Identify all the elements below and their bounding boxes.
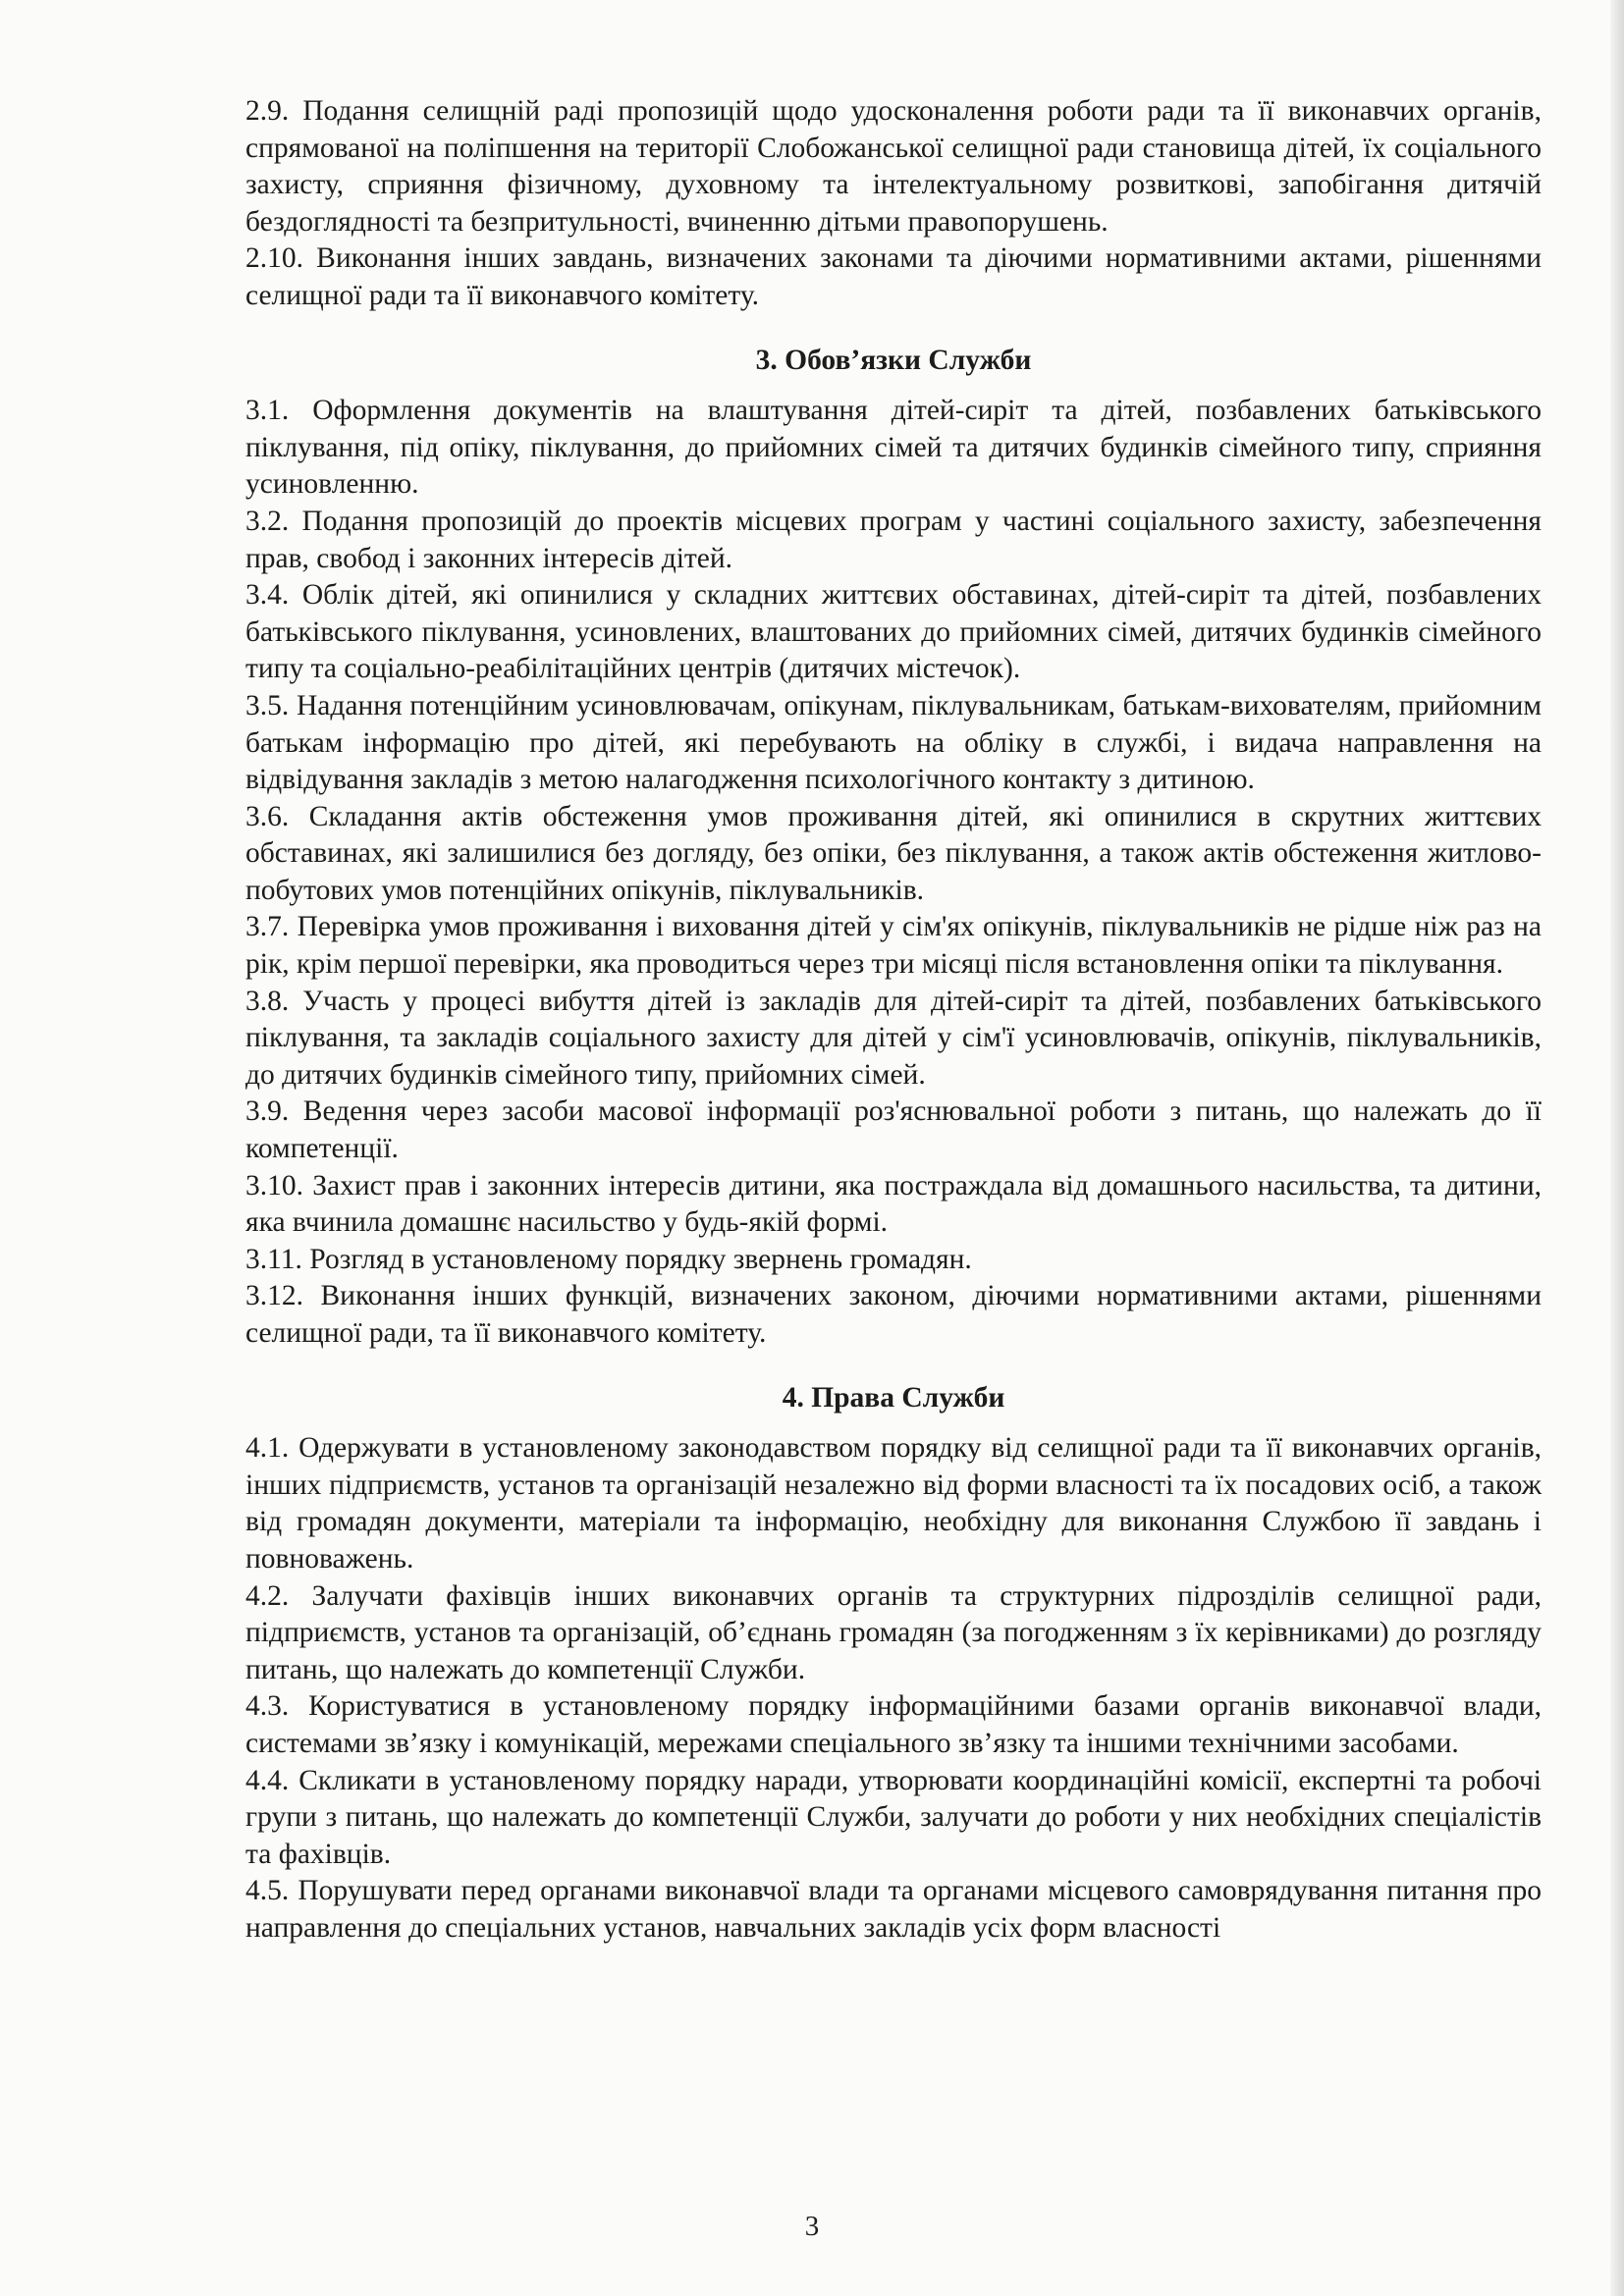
paragraph-4-5: 4.5. Порушувати перед органами виконавчої влади та органами місцевого самоврядування питання про направлення до спеціальних установ, навчальних закладів усіх форм власності bbox=[245, 1875, 1542, 1944]
paragraph-2-10: 2.10. Виконання інших завдань, визначених законами та діючими нормативними актами, рішеннями селищної ради та її виконавчого комітету. bbox=[245, 242, 1542, 311]
paragraph-3-1: 3.1. Оформлення документів на влаштування дітей-сиріт та дітей, позбавлених батьківського піклування, під опіку, піклування, до прийомних сімей та дитячих будинків сімейного типу, сприяння усиновленню. bbox=[245, 395, 1542, 501]
paragraph-3-12: 3.12. Виконання інших функцій, визначених законом, діючими нормативними актами, рішеннями селищної ради, та її виконавчого комітету. bbox=[245, 1280, 1542, 1349]
paragraph-3-9: 3.9. Ведення через засоби масової інформації роз'яснювальної роботи з питань, що належать до її компетенції. bbox=[245, 1095, 1542, 1165]
scan-edge bbox=[1610, 0, 1624, 2296]
paragraph-3-7: 3.7. Перевірка умов проживання і виховання дітей у сім'ях опікунів, піклувальників не рідше ніж раз на рік, крім першої перевірки, яка проводиться через три місяці після встановлення опіки та піклування. bbox=[245, 911, 1542, 981]
section-heading-duties: 3. Обов’язки Служби bbox=[755, 344, 1032, 376]
paragraph-4-2: 4.2. Залучати фахівців інших виконавчих органів та структурних підрозділів селищної ради, підприємств, установ та організацій, об’єднань громадян (за погодженням з їх керівниками) до розгляду питань, що належать до компетенції Служби. bbox=[245, 1579, 1542, 1685]
paragraph-4-1: 4.1. Одержувати в установленому законодавством порядку від селищної ради та її виконавчих органів, інших підприємств, установ та організацій незалежно від форми власності та їх посадових осіб, а також від громадян документи, матеріали та інформацію, необхідну для виконання Службою її завдань і повноважень. bbox=[245, 1432, 1542, 1575]
paragraph-3-2: 3.2. Подання пропозицій до проектів місцевих програм у частині соціального захисту, забезпечення прав, свобод і законних інтересів дітей. bbox=[245, 505, 1542, 574]
paragraph-4-4: 4.4. Скликати в установленому порядку наради, утворювати координаційні комісії, експертні та робочі групи з питань, що належать до компетенції Служби, залучати до роботи у них необхідних спеціалістів та фахівців. bbox=[245, 1764, 1542, 1870]
section-heading-rights: 4. Права Служби bbox=[782, 1381, 1005, 1414]
page-number: 3 bbox=[804, 2211, 820, 2242]
document-body bbox=[245, 93, 1542, 1948]
paragraph-3-10: 3.10. Захист прав і законних інтересів дитини, яка постраждала від домашнього насильства, та дитини, яка вчинила домашнє насильство у будь-якій формі. bbox=[245, 1169, 1542, 1239]
paragraph-2-9: 2.9. Подання селищній раді пропозицій щодо удосконалення роботи ради та її виконавчих органів, спрямованої на поліпшення на території Слобожанської селищної ради становища дітей, їх соціального захисту, сприяння фізичному, духовному та інтелектуальному розвиткові, запобігання дитячій бездоглядності та безпритульності, вчиненню дітьми правопорушень. bbox=[245, 95, 1542, 238]
paragraph-3-5: 3.5. Надання потенційним усиновлювачам, опікунам, піклувальникам, батькам-вихователям, прийомним батькам інформацію про дітей, які перебувають на обліку в службі, і видача направлення на відвідування закладів з метою налагодження психологічного контакту з дитиною. bbox=[245, 689, 1542, 796]
paragraph-3-6: 3.6. Складання актів обстеження умов проживання дітей, які опинилися в скрутних життєвих обставинах, які залишилися без догляду, без опіки, без піклування, а також актів обстеження житлово-побутових умов потенційних опікунів, піклувальників. bbox=[245, 800, 1542, 906]
paragraph-3-11: 3.11. Розгляд в установленому порядку звернень громадян. bbox=[245, 1243, 972, 1275]
paragraph-3-4: 3.4. Облік дітей, які опинилися у складних життєвих обставинах, дітей-сиріт та дітей, позбавлених батьківського піклування, усиновлених, влаштованих до прийомних сімей, дитячих будинків сімейного типу та соціально-реабілітаційних центрів (дитячих містечок). bbox=[245, 579, 1542, 685]
paragraph-4-3: 4.3. Користуватися в установленому порядку інформаційними базами органів виконавчої влади, системами зв’язку і комунікацій, мережами спеціального зв’язку та іншими технічними засобами. bbox=[245, 1690, 1542, 1759]
paragraph-3-8: 3.8. Участь у процесі вибуття дітей із закладів для дітей-сиріт та дітей, позбавлених батьківського піклування, та закладів соціального захисту для дітей у сім'ї усиновлювачів, опікунів, піклувальників, до дитячих будинків сімейного типу, прийомних сімей. bbox=[245, 985, 1542, 1091]
